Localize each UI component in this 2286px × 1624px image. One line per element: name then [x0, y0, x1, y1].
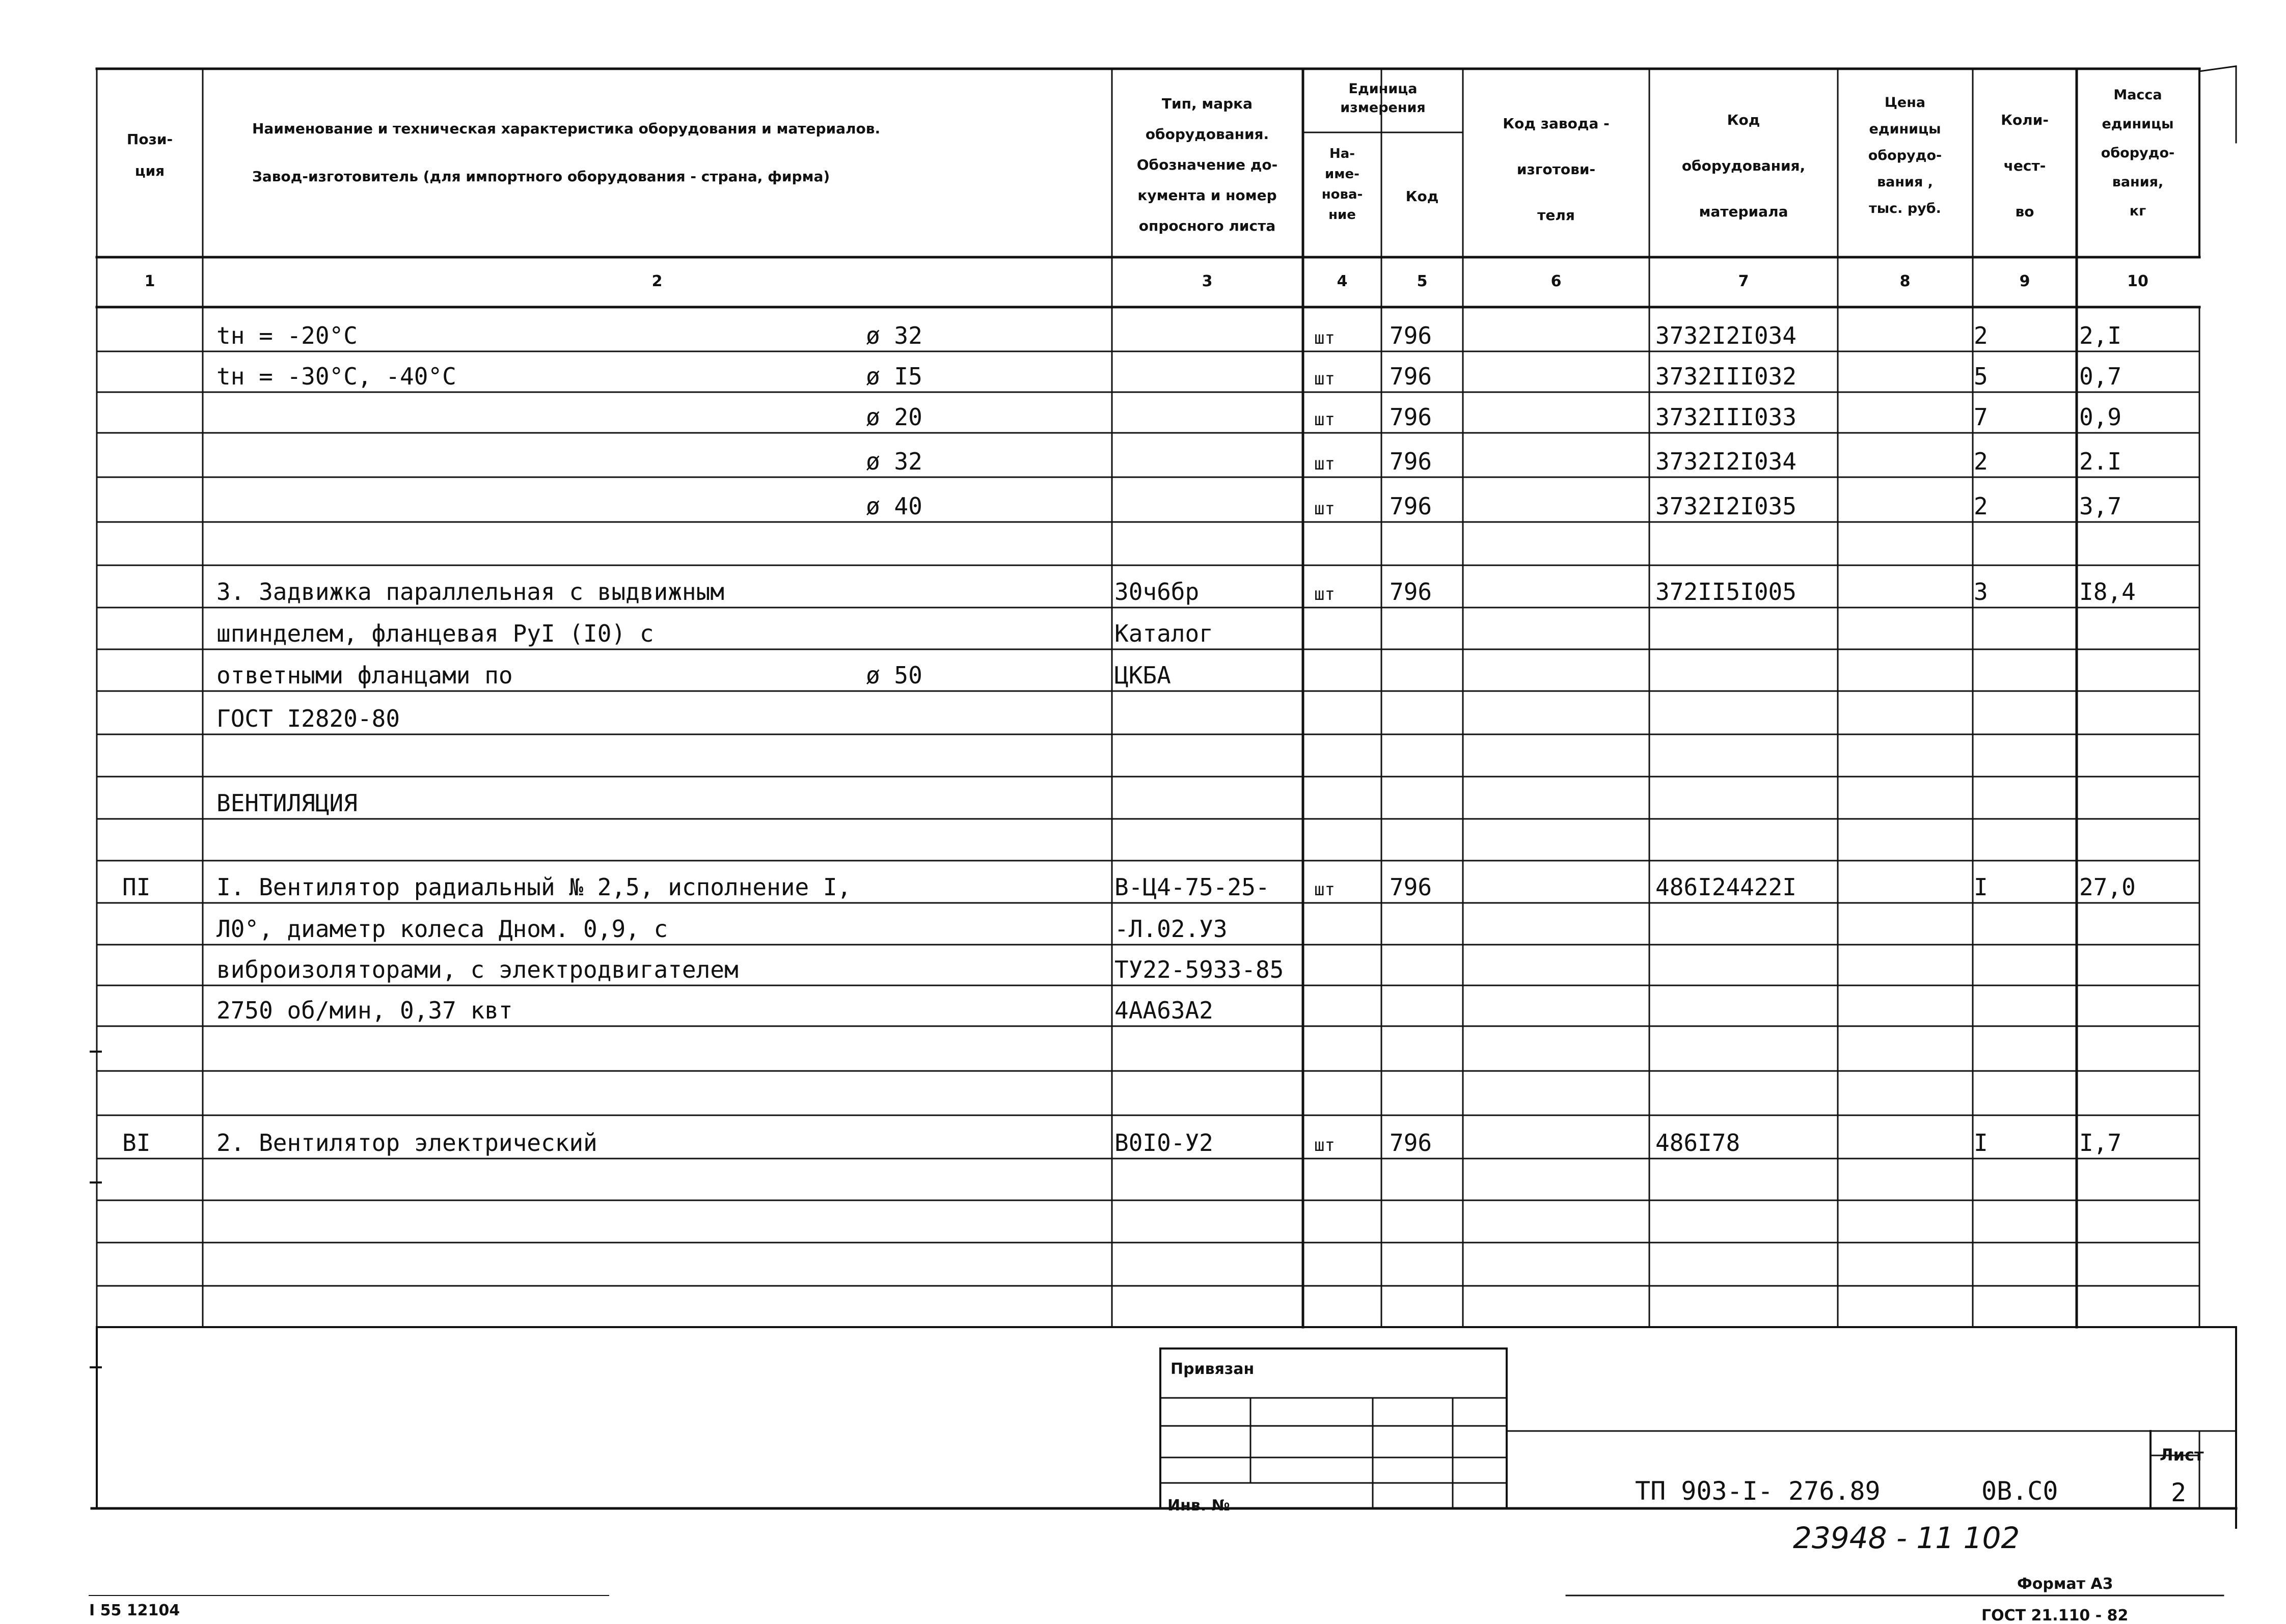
- row-type: 4АА63А2: [1114, 997, 1213, 1024]
- table-row: [122, 1129, 2121, 1157]
- row-unit-code: 796: [1390, 403, 1432, 431]
- row-mass: 2,I: [2079, 322, 2122, 349]
- row-unit: шт: [1314, 454, 1335, 474]
- header-col-7-line-3: материала: [1699, 203, 1788, 220]
- row-type: ТУ22-5933-85: [1114, 956, 1284, 983]
- row-type: В0I0-У2: [1114, 1129, 1213, 1157]
- row-mass: 0,9: [2079, 403, 2122, 431]
- header-unit-group-line-1: Единица: [1348, 81, 1418, 97]
- table-row: [866, 492, 2121, 520]
- row-qty: 2: [1974, 448, 1988, 475]
- row-mass: 2.I: [2079, 448, 2122, 475]
- row-name: 2750 об/мин, 0,37 квт: [216, 997, 513, 1024]
- header-col-3-line-5: опросного листа: [1138, 217, 1276, 234]
- row-name: ответными фланцами по: [216, 662, 513, 689]
- header-col-8-line-2: единицы: [1869, 121, 1941, 137]
- row-mass: 27,0: [2079, 873, 2136, 901]
- header-col-5-line-1: Код: [1405, 188, 1439, 205]
- row-qty: 3: [1974, 578, 1988, 605]
- row-dia: ø 50: [866, 662, 922, 689]
- header-col-7-line-2: оборудования,: [1681, 157, 1806, 174]
- column-number-2: 2: [651, 272, 663, 290]
- column-number-9: 9: [2019, 272, 2030, 290]
- table-row: [216, 322, 2121, 349]
- header-col-2-line-1: Наименование и техническая характеристика оборудования и материалов.: [252, 120, 881, 137]
- header-col-10-line-4: вания,: [2112, 174, 2164, 190]
- row-type: В-Ц4-75-25-: [1114, 873, 1270, 901]
- row-mass: I8,4: [2079, 578, 2136, 605]
- row-code: 3732III033: [1655, 403, 1797, 431]
- table-row: [216, 578, 2136, 605]
- header-col-9-line-1: Коли-: [2001, 112, 2049, 128]
- row-qty: 2: [1974, 322, 1988, 349]
- row-type: Каталог: [1114, 620, 1213, 647]
- row-unit: шт: [1314, 328, 1335, 348]
- header-col-7-line-1: Код: [1727, 112, 1760, 128]
- stamp-document-code: ТП 903-I- 276.89: [1635, 1476, 1881, 1506]
- table-row: [216, 620, 1213, 647]
- table-row: [866, 403, 2121, 431]
- header-col-10-line-5: кг: [2129, 203, 2146, 219]
- gost-reference: ГОСТ 21.110 - 82: [1981, 1607, 2129, 1624]
- row-code: 372II5I005: [1655, 578, 1797, 605]
- row-unit: шт: [1314, 499, 1335, 519]
- header-col-6-line-1: Код завода -: [1503, 115, 1610, 132]
- row-qty: I: [1974, 873, 1988, 901]
- column-number-6: 6: [1550, 272, 1562, 290]
- row-code: 3732I2I034: [1655, 322, 1797, 349]
- row-mass: 0,7: [2079, 363, 2122, 390]
- row-name: I. Вентилятор радиальный № 2,5, исполнение I,: [216, 873, 852, 901]
- row-name: Л0°, диаметр колеса Дном. 0,9, с: [216, 915, 668, 943]
- row-code: 486I78: [1655, 1129, 1740, 1157]
- header-col-4-line-3: нова-: [1321, 187, 1363, 202]
- archive-number: 23948 - 11 102: [1793, 1521, 2020, 1555]
- column-number-3: 3: [1202, 272, 1213, 290]
- column-number-5: 5: [1417, 272, 1428, 290]
- table-header: [127, 81, 2174, 290]
- header-col-6-line-2: изготови-: [1516, 161, 1596, 178]
- header-col-8-line-1: Цена: [1884, 95, 1926, 111]
- row-code: 3732I2I034: [1655, 448, 1797, 475]
- table-row: [216, 789, 358, 817]
- row-name: 2. Вентилятор электрический: [216, 1129, 597, 1157]
- header-col-6-line-3: теля: [1537, 207, 1575, 224]
- row-dia: ø 20: [866, 403, 922, 431]
- row-code: 3732I2I035: [1655, 492, 1797, 520]
- row-mass: 3,7: [2079, 492, 2122, 520]
- row-code: 486I24422I: [1655, 873, 1797, 901]
- stamp-sheet-number: 2: [2171, 1478, 2187, 1507]
- row-type: ЦКБА: [1114, 662, 1171, 689]
- column-number-10: 10: [2127, 272, 2148, 290]
- row-dia: ø 32: [866, 322, 922, 349]
- row-name: шпинделем, фланцевая РуI (I0) с: [216, 620, 654, 647]
- header-col-3-line-2: оборудования.: [1145, 126, 1269, 143]
- row-qty: 7: [1974, 403, 1988, 431]
- table-row: [866, 448, 2121, 475]
- table-row: [216, 915, 1228, 943]
- row-type: 30ч6бр: [1114, 578, 1200, 605]
- row-pos: ВI: [122, 1129, 151, 1157]
- header-col-10-line-3: оборудо-: [2101, 145, 2175, 161]
- row-dia: ø 40: [866, 492, 922, 520]
- row-unit-code: 796: [1390, 448, 1432, 475]
- column-number-4: 4: [1337, 272, 1348, 290]
- header-col-3-line-3: Обозначение до-: [1136, 156, 1278, 173]
- paper-format: Формат А3: [2017, 1575, 2113, 1593]
- row-name: виброизоляторами, с электродвигателем: [216, 956, 739, 983]
- row-unit: шт: [1314, 409, 1335, 430]
- table-row: [216, 956, 1284, 983]
- table-row: [216, 363, 2121, 390]
- header-col-9-line-3: во: [2015, 203, 2034, 220]
- header-col-3-line-1: Тип, марка: [1161, 95, 1253, 112]
- header-col-8-line-4: вания ,: [1877, 174, 1933, 190]
- stamp-inventory-label: Инв. №: [1167, 1497, 1230, 1515]
- header-col-1-line-1: Пози-: [126, 131, 173, 148]
- row-name: 3. Задвижка параллельная с выдвижным: [216, 578, 724, 605]
- row-dia: ø I5: [866, 363, 922, 390]
- table-body: [122, 322, 2136, 1157]
- row-unit-code: 796: [1390, 492, 1432, 520]
- column-number-1: 1: [144, 272, 155, 290]
- row-qty: 5: [1974, 363, 1988, 390]
- header-col-4-line-4: ние: [1328, 207, 1356, 223]
- table-row: [122, 873, 2136, 901]
- row-unit: шт: [1314, 369, 1335, 389]
- header-col-2-line-2: Завод-изготовитель (для импортного оборудования - страна, фирма): [252, 168, 830, 185]
- header-col-4-line-1: На-: [1329, 146, 1355, 161]
- row-name: tн = -30°C, -40°C: [216, 363, 456, 390]
- row-unit-code: 796: [1390, 1129, 1432, 1157]
- header-col-10-line-2: единицы: [2102, 116, 2174, 132]
- row-name: ВЕНТИЛЯЦИЯ: [216, 789, 358, 817]
- header-unit-group-line-2: измерения: [1340, 100, 1426, 116]
- print-number: I 55 12104: [89, 1602, 180, 1619]
- row-name: ГОСТ I2820-80: [216, 705, 400, 732]
- row-unit-code: 796: [1390, 578, 1432, 605]
- table-grid: [89, 66, 2236, 1595]
- header-col-8-line-3: оборудо-: [1868, 148, 1942, 163]
- row-unit-code: 796: [1390, 322, 1432, 349]
- row-name: tн = -20°C: [216, 322, 358, 349]
- sheet-footer: [89, 1575, 2128, 1624]
- header-col-9-line-2: чест-: [2003, 157, 2046, 174]
- row-type: -Л.02.У3: [1114, 915, 1228, 943]
- stamp-sheet-label: Лист: [2160, 1445, 2204, 1465]
- row-unit: шт: [1314, 1135, 1335, 1155]
- row-qty: I: [1974, 1129, 1988, 1157]
- stamp-section-code: 0В.С0: [1981, 1476, 2058, 1506]
- header-col-3-line-4: кумента и номер: [1137, 187, 1277, 204]
- table-row: [216, 705, 400, 732]
- row-unit-code: 796: [1390, 873, 1432, 901]
- header-col-1-line-2: ция: [134, 162, 165, 179]
- row-code: 3732III032: [1655, 363, 1797, 390]
- row-dia: ø 32: [866, 448, 922, 475]
- header-col-8-line-5: тыс. руб.: [1869, 201, 1941, 216]
- row-unit: шт: [1314, 584, 1335, 604]
- row-pos: ПI: [122, 873, 151, 901]
- header-col-4-line-2: име-: [1325, 167, 1359, 182]
- column-number-7: 7: [1738, 272, 1749, 290]
- row-unit: шт: [1314, 879, 1335, 900]
- row-mass: I,7: [2079, 1129, 2122, 1157]
- stamp-privyazan-label: Привязан: [1171, 1360, 1255, 1378]
- row-qty: 2: [1974, 492, 1988, 520]
- header-col-10-line-1: Масса: [2113, 87, 2162, 103]
- row-unit-code: 796: [1390, 363, 1432, 390]
- column-number-8: 8: [1899, 272, 1911, 290]
- table-row: [216, 997, 1213, 1024]
- table-row: [216, 662, 1171, 689]
